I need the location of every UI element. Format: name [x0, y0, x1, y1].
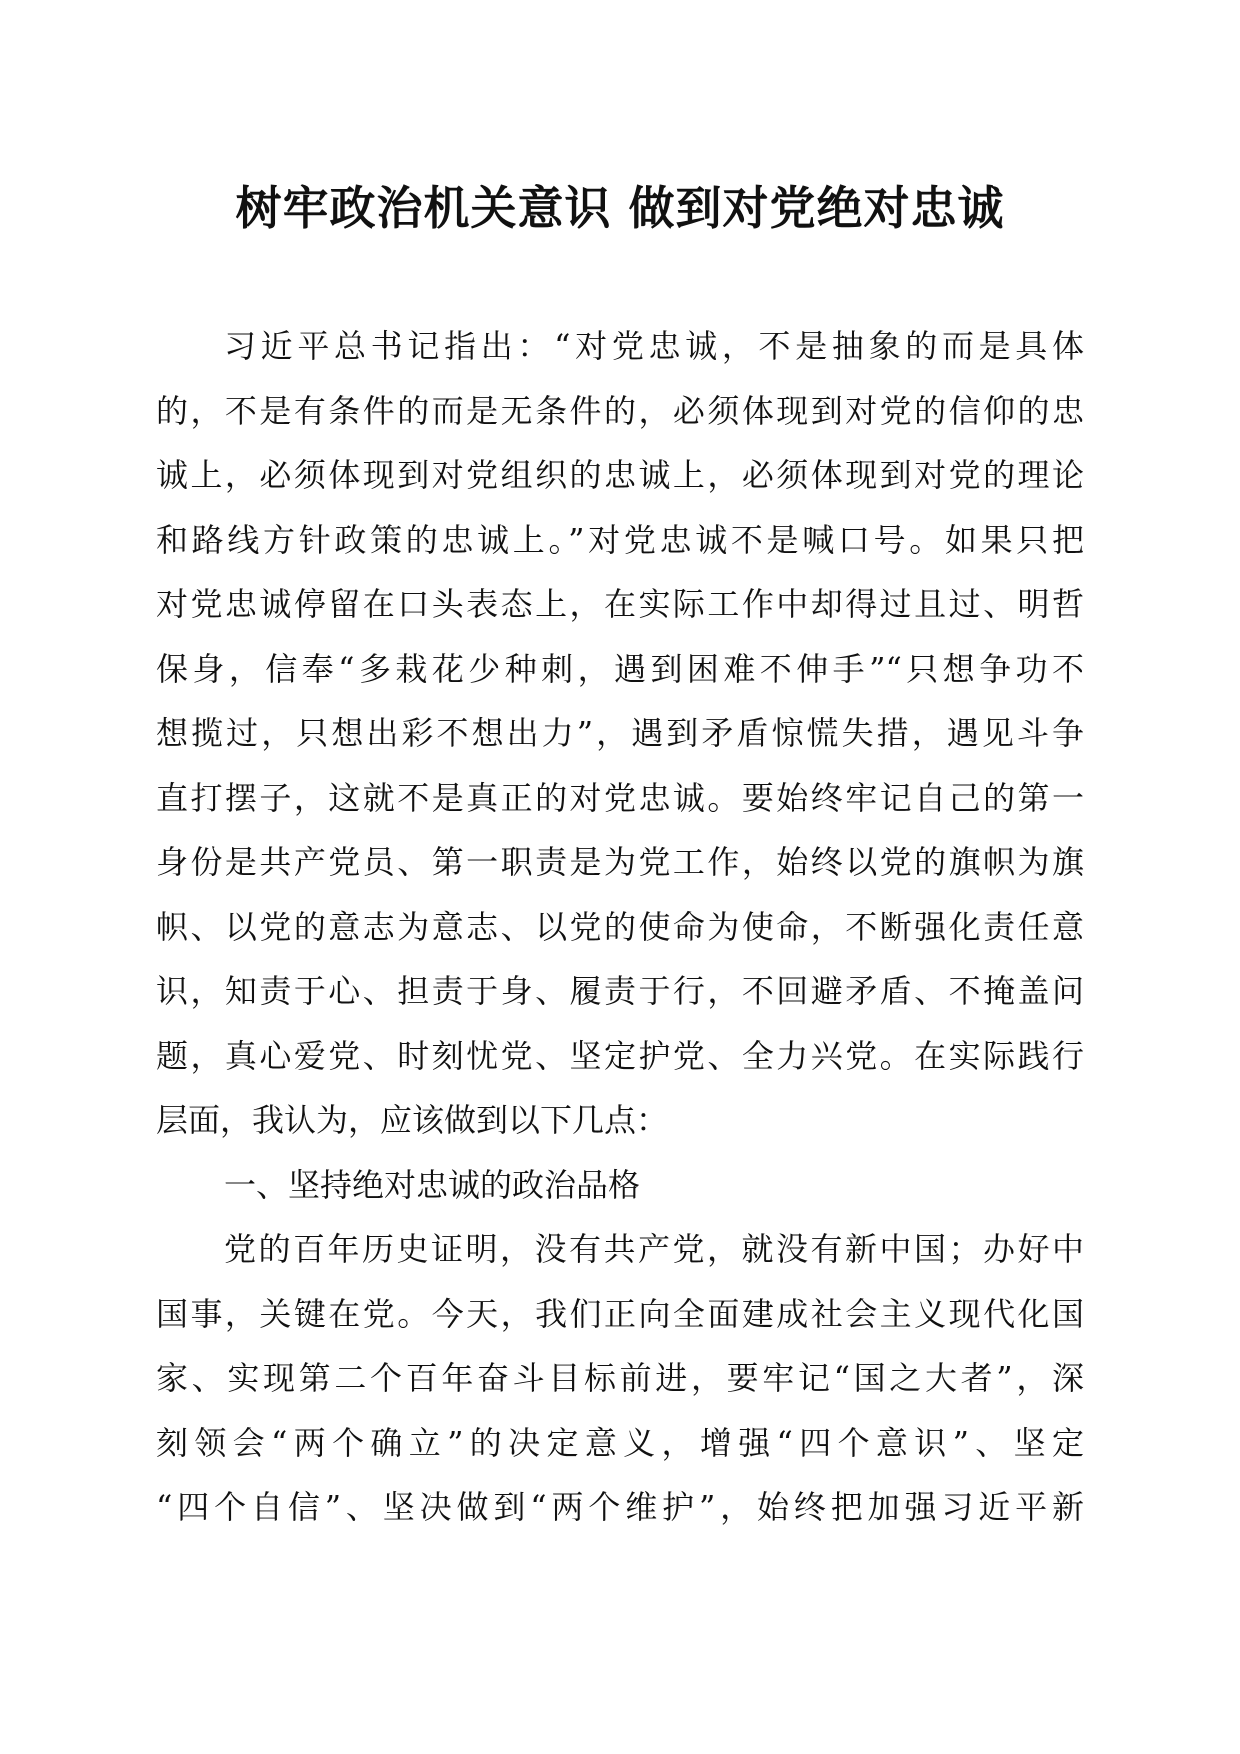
section-heading-text: 一、坚持绝对忠诚的政治品格 — [224, 1165, 641, 1204]
text-line: 和路线方针政策的忠诚上。”对党忠诚不是喊口号。如果只把 — [156, 520, 1084, 559]
text-line: 身份是共产党员、第一职责是为党工作，始终以党的旗帜为旗 — [156, 843, 1084, 881]
text-line: 诚上，必须体现到对党组织的忠诚上，必须体现到对党的理论 — [156, 456, 1084, 494]
text-line: “四个自信”、坚决做到“两个维护”，始终把加强习近平新 — [156, 1488, 1084, 1526]
text-line: 的，不是有条件的而是无条件的，必须体现到对党的信仰的忠 — [156, 391, 1084, 430]
text-line: 帜、以党的意志为意志、以党的使命为使命，不断强化责任意 — [156, 907, 1084, 946]
text-line: 层面，我认为，应该做到以下几点： — [156, 1101, 669, 1139]
document-body — [156, 314, 1084, 1540]
text-line: 刻领会“两个确立”的决定意义，增强“四个意识”、坚定 — [156, 1423, 1084, 1462]
text-line: 想揽过，只想出彩不想出力”，遇到矛盾惊慌失措，遇见斗争 — [156, 714, 1084, 752]
text-line: 习近平总书记指出：“对党忠诚，不是抽象的而是具体 — [224, 327, 1084, 365]
text-line: 党的百年历史证明，没有共产党，就没有新中国；办好中 — [224, 1230, 1084, 1268]
section-heading — [156, 1153, 1084, 1218]
text-line: 识，知责于心、担责于身、履责于行，不回避矛盾、不掩盖问 — [156, 972, 1084, 1010]
paragraph-section-one — [156, 1217, 1084, 1540]
text-line: 对党忠诚停留在口头表态上，在实际工作中却得过且过、明哲 — [156, 585, 1084, 623]
text-line: 保身，信奉“多栽花少种刺，遇到困难不伸手”“只想争功不 — [156, 649, 1084, 688]
text-line: 国事，关键在党。今天，我们正向全面建成社会主义现代化国 — [156, 1294, 1084, 1333]
document-title: 树牢政治机关意识 做到对党绝对忠诚 — [235, 181, 1005, 235]
text-line: 直打摆子，这就不是真正的对党忠诚。要始终牢记自己的第一 — [156, 778, 1084, 817]
text-line: 家、实现第二个百年奋斗目标前进，要牢记“国之大者”，深 — [156, 1359, 1084, 1397]
paragraph-intro — [156, 314, 1084, 1153]
text-line: 题，真心爱党、时刻忧党、坚定护党、全力兴党。在实际践行 — [156, 1036, 1084, 1075]
